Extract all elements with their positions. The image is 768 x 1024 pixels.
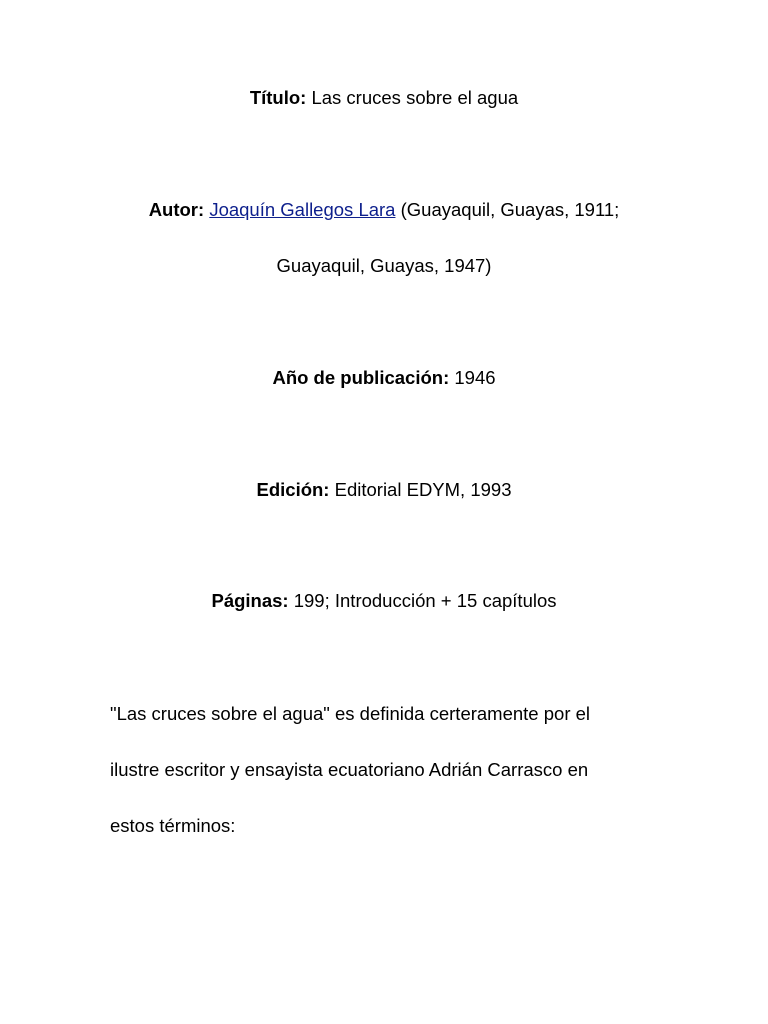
title-label: Título: (249, 87, 307, 108)
author-label: Autor: (148, 199, 205, 220)
edition-label: Edición: (256, 479, 330, 500)
edition-field (0, 478, 768, 502)
paragraph-line-3: estos términos: (110, 815, 236, 836)
title-field (0, 86, 768, 110)
year-value: 1946 (449, 367, 496, 388)
author-field (0, 198, 768, 222)
paragraph-line-1: "Las cruces sobre el agua" es definida certeramente por el (110, 703, 591, 724)
edition-value: Editorial EDYM, 1993 (329, 479, 512, 500)
pages-value: 199; Introducción + 15 capítulos (288, 590, 557, 611)
author-link[interactable]: Joaquín Gallegos Lara (209, 199, 396, 220)
year-label: Año de publicación: (272, 367, 450, 388)
pages-label: Páginas: (211, 590, 289, 611)
author-detail-line2: Guayaquil, Guayas, 1947) (276, 255, 492, 276)
title-value: Las cruces sobre el agua (306, 87, 519, 108)
paragraph-line-2: ilustre escritor y ensayista ecuatoriano Adrián Carrasco en (110, 759, 589, 780)
pages-field (0, 589, 768, 613)
author-detail-line1: (Guayaquil, Guayas, 1911; (395, 199, 620, 220)
year-field (0, 366, 768, 390)
